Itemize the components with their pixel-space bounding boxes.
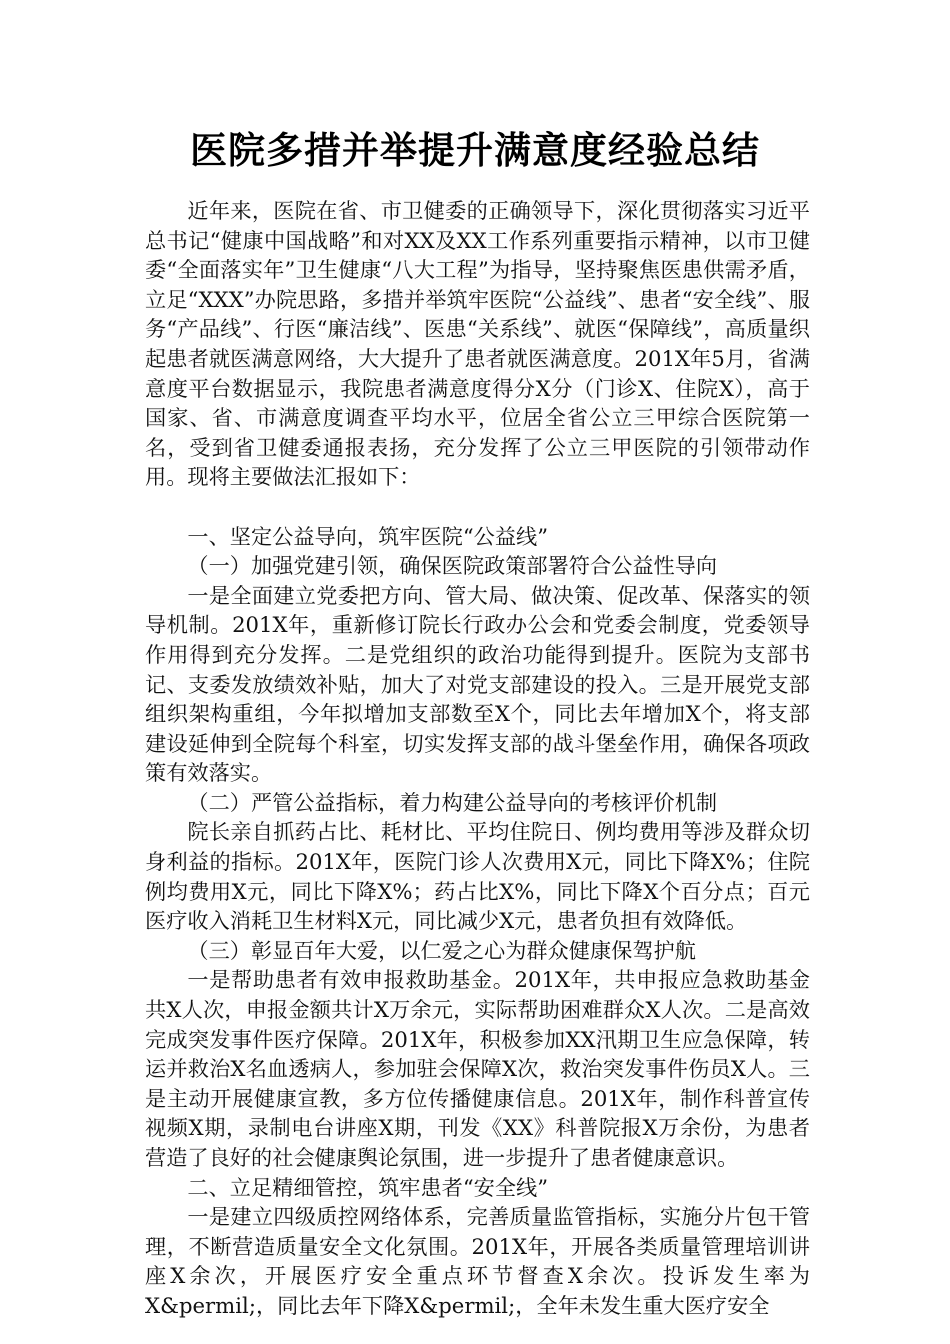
subsection-heading-1-2: （二）严管公益指标，着力构建公益导向的考核评价机制 [187, 789, 718, 815]
document-title: 医院多措并举提升满意度经验总结 [190, 129, 760, 172]
document-body [145, 196, 810, 1321]
intro-paragraph: 近年来，医院在省、市卫健委的正确领导下，深化贯彻落实习近平总书记“健康中国战略”和对XX及XX工作系列重要指示精神，以市卫健委“全面落实年”卫生健康“八大工程”为指导，坚持聚焦医患供需矛盾，立足“XXX”办院思路，多措并举筑牢医院“公益线”、患者“安全线”、服务“产品线”、行医“廉洁线”、医患“关系线”、就医“保障线”，高质量织起患者就医满意网络，大大提升了患者就医满意度。201X年5月，省满意度平台数据显示，我院患者满意度得分X分（门诊X、住院X），高于国家、省、市满意度调查平均水平，位居全省公立三甲综合医院第一名，受到省卫健委通报表扬，充分发挥了公立三甲医院的引领带动作用。现将主要做法汇报如下： [145, 198, 810, 490]
section-heading-1: 一、坚定公益导向，筑牢医院“公益线” [187, 523, 549, 549]
subsection-heading-1-1: （一）加强党建引领，确保医院政策部署符合公益性导向 [187, 553, 718, 579]
section-heading-2: 二、立足精细管控，筑牢患者“安全线” [187, 1174, 549, 1200]
body-paragraph-1-2: 院长亲自抓药占比、耗材比、平均住院日、例均费用等涉及群众切身利益的指标。201X年，医院门诊人次费用X元，同比下降X%；住院例均费用X元，同比下降X%；药占比X%，同比下降X个百分点；百元医疗收入消耗卫生材料X元，同比减少X元，患者负担有效降低。 [145, 819, 810, 934]
paragraph-spacer [145, 492, 810, 522]
body-paragraph-1-1: 一是全面建立党委把方向、管大局、做决策、促改革、保落实的领导机制。201X年，重新修订院长行政办公会和党委会制度，党委领导作用得到充分发挥。二是党组织的政治功能得到提升。医院为支部书记、支委发放绩效补贴，加大了对党支部建设的投入。三是开展党支部组织架构重组，今年拟增加支部数至X个，同比去年增加X个，将支部建设延伸到全院每个科室，切实发挥支部的战斗堡垒作用，确保各项政策有效落实。 [145, 582, 810, 786]
body-paragraph-1-3: 一是帮助患者有效申报救助基金。201X年，共申报应急救助基金共X人次，申报金额共计X万余元，实际帮助困难群众X人次。二是高效完成突发事件医疗保障。201X年，积极参加XX汛期卫生应急保障，转运并救治X名血透病人，参加驻会保障X次，救治突发事件伤员X人。三是主动开展健康宣教，多方位传播健康信息。201X年，制作科普宣传视频X期，录制电台讲座X期，刊发《XX》科普院报X万余份，为患者营造了良好的社会健康舆论氛围，进一步提升了患者健康意识。 [145, 967, 810, 1170]
subsection-heading-1-3: （三）彰显百年大爱，以仁爱之心为群众健康保驾护航 [187, 937, 696, 963]
body-paragraph-2: 一是建立四级质控网络体系，完善质量监管指标，实施分片包干管理，不断营造质量安全文化氛围。201X年，开展各类质量管理培训讲座X余次，开展医疗安全重点环节督查X余次。投诉发生率为X&permil;，同比去年下降X&permil;，全年未发生重大医疗安全 [145, 1204, 810, 1318]
